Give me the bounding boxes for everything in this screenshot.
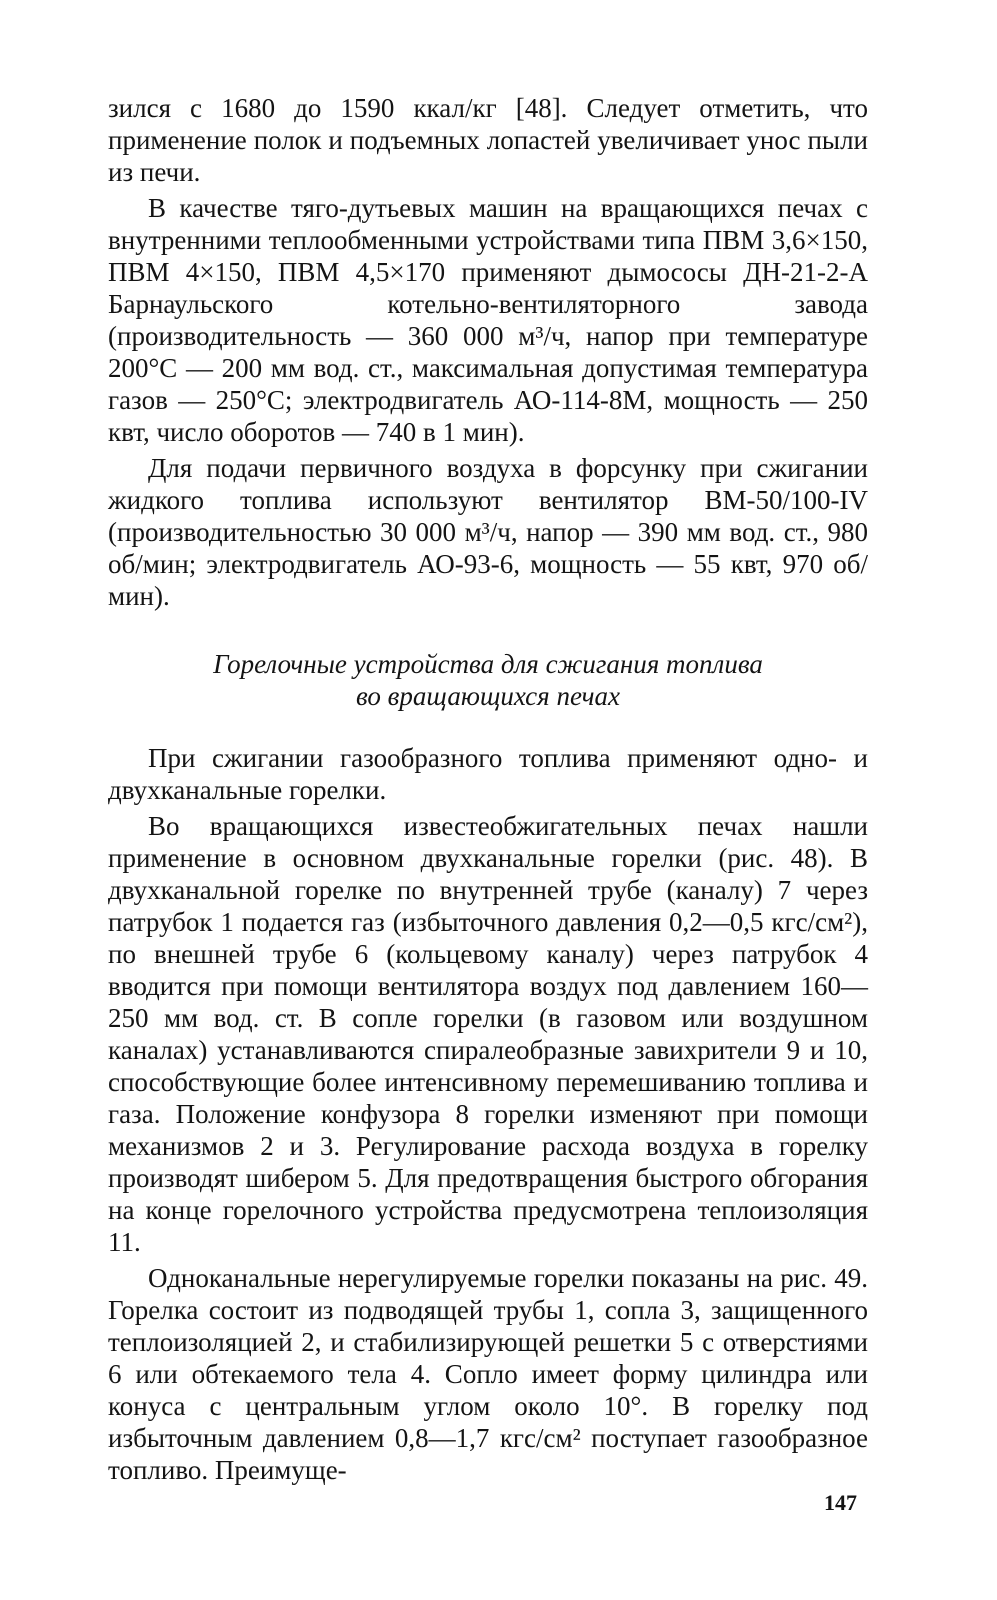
page-body: [108, 92, 868, 1486]
paragraph-two-channel-burner: Во вращающихся известеобжигательных печах нашли применение в основном двухканальные горелки (рис. 48). В двухканальной горелке по внутренней трубе (каналу) 7 через патрубок 1 подается газ (избыточного давления 0,2—0,5 кгс/см²), по внешней трубе 6 (кольцевому каналу) через патрубок 4 вводится при помощи вентилятора воздух под давлением 160—250 мм вод. ст. В сопле горелки (в газовом или воздушном каналах) устанавливаются спиралеобразные завихрители 9 и 10, способствующие более интенсивному перемешиванию топлива и газа. Положение конфузора 8 горелки изменяют при помощи механизмов 2 и 3. Регулирование расхода воздуха в горелку производят шибером 5. Для предотвращения быстрого обгорания на конце горелочного устройства предусмотрена теплоизоляция 11.: [108, 811, 868, 1257]
section-heading-line-2: во вращающихся печах: [356, 681, 620, 711]
paragraph-one-channel-burner: Одноканальные нерегулируемые горелки показаны на рис. 49. Горелка состоит из подводящей трубы 1, сопла 3, защищенного теплоизоляцией 2, и стабилизирующей решетки 5 с отверстиями 6 или обтекаемого тела 4. Сопло имеет форму цилиндра или конуса с центральным углом около 10°. В горелку под избыточным давлением 0,8—1,7 кгс/см² поступает газообразное топливо. Преимуще-: [108, 1263, 868, 1485]
paragraph-primary-air: Для подачи первичного воздуха в форсунку при сжигании жидкого топлива используют вентилятор ВМ-50/100-IV (производительностью 30 000 м³/ч, напор — 390 мм вод. ст., 980 об/мин; электродвигатель АО-93-6, мощность — 55 квт, 970 об/мин).: [108, 453, 868, 611]
paragraph-continuation: зился с 1680 до 1590 ккал/кг [48]. Следует отметить, что применение полок и подъемных лопастей увеличивает унос пыли из печи.: [108, 93, 868, 187]
section-heading: [108, 648, 868, 712]
page-number: 147: [824, 1490, 857, 1515]
paragraph-gas-burners: При сжигании газообразного топлива применяют одно- и двухканальные горелки.: [108, 743, 868, 805]
paragraph-draft-machines: В качестве тяго-дутьевых машин на вращающихся печах с внутренними теплообменными устройствами типа ПВМ 3,6×150, ПВМ 4×150, ПВМ 4,5×170 применяют дымососы ДН-21-2-А Барнаульского котельно-вентиляторного завода (производительность — 360 000 м³/ч, напор при температуре 200°С — 200 мм вод. ст., максимальная допустимая температура газов — 250°С; электродвигатель АО-114-8М, мощность — 250 квт, число оборотов — 740 в 1 мин).: [108, 193, 868, 447]
section-heading-line-1: Горелочные устройства для сжигания топлива: [213, 649, 763, 679]
